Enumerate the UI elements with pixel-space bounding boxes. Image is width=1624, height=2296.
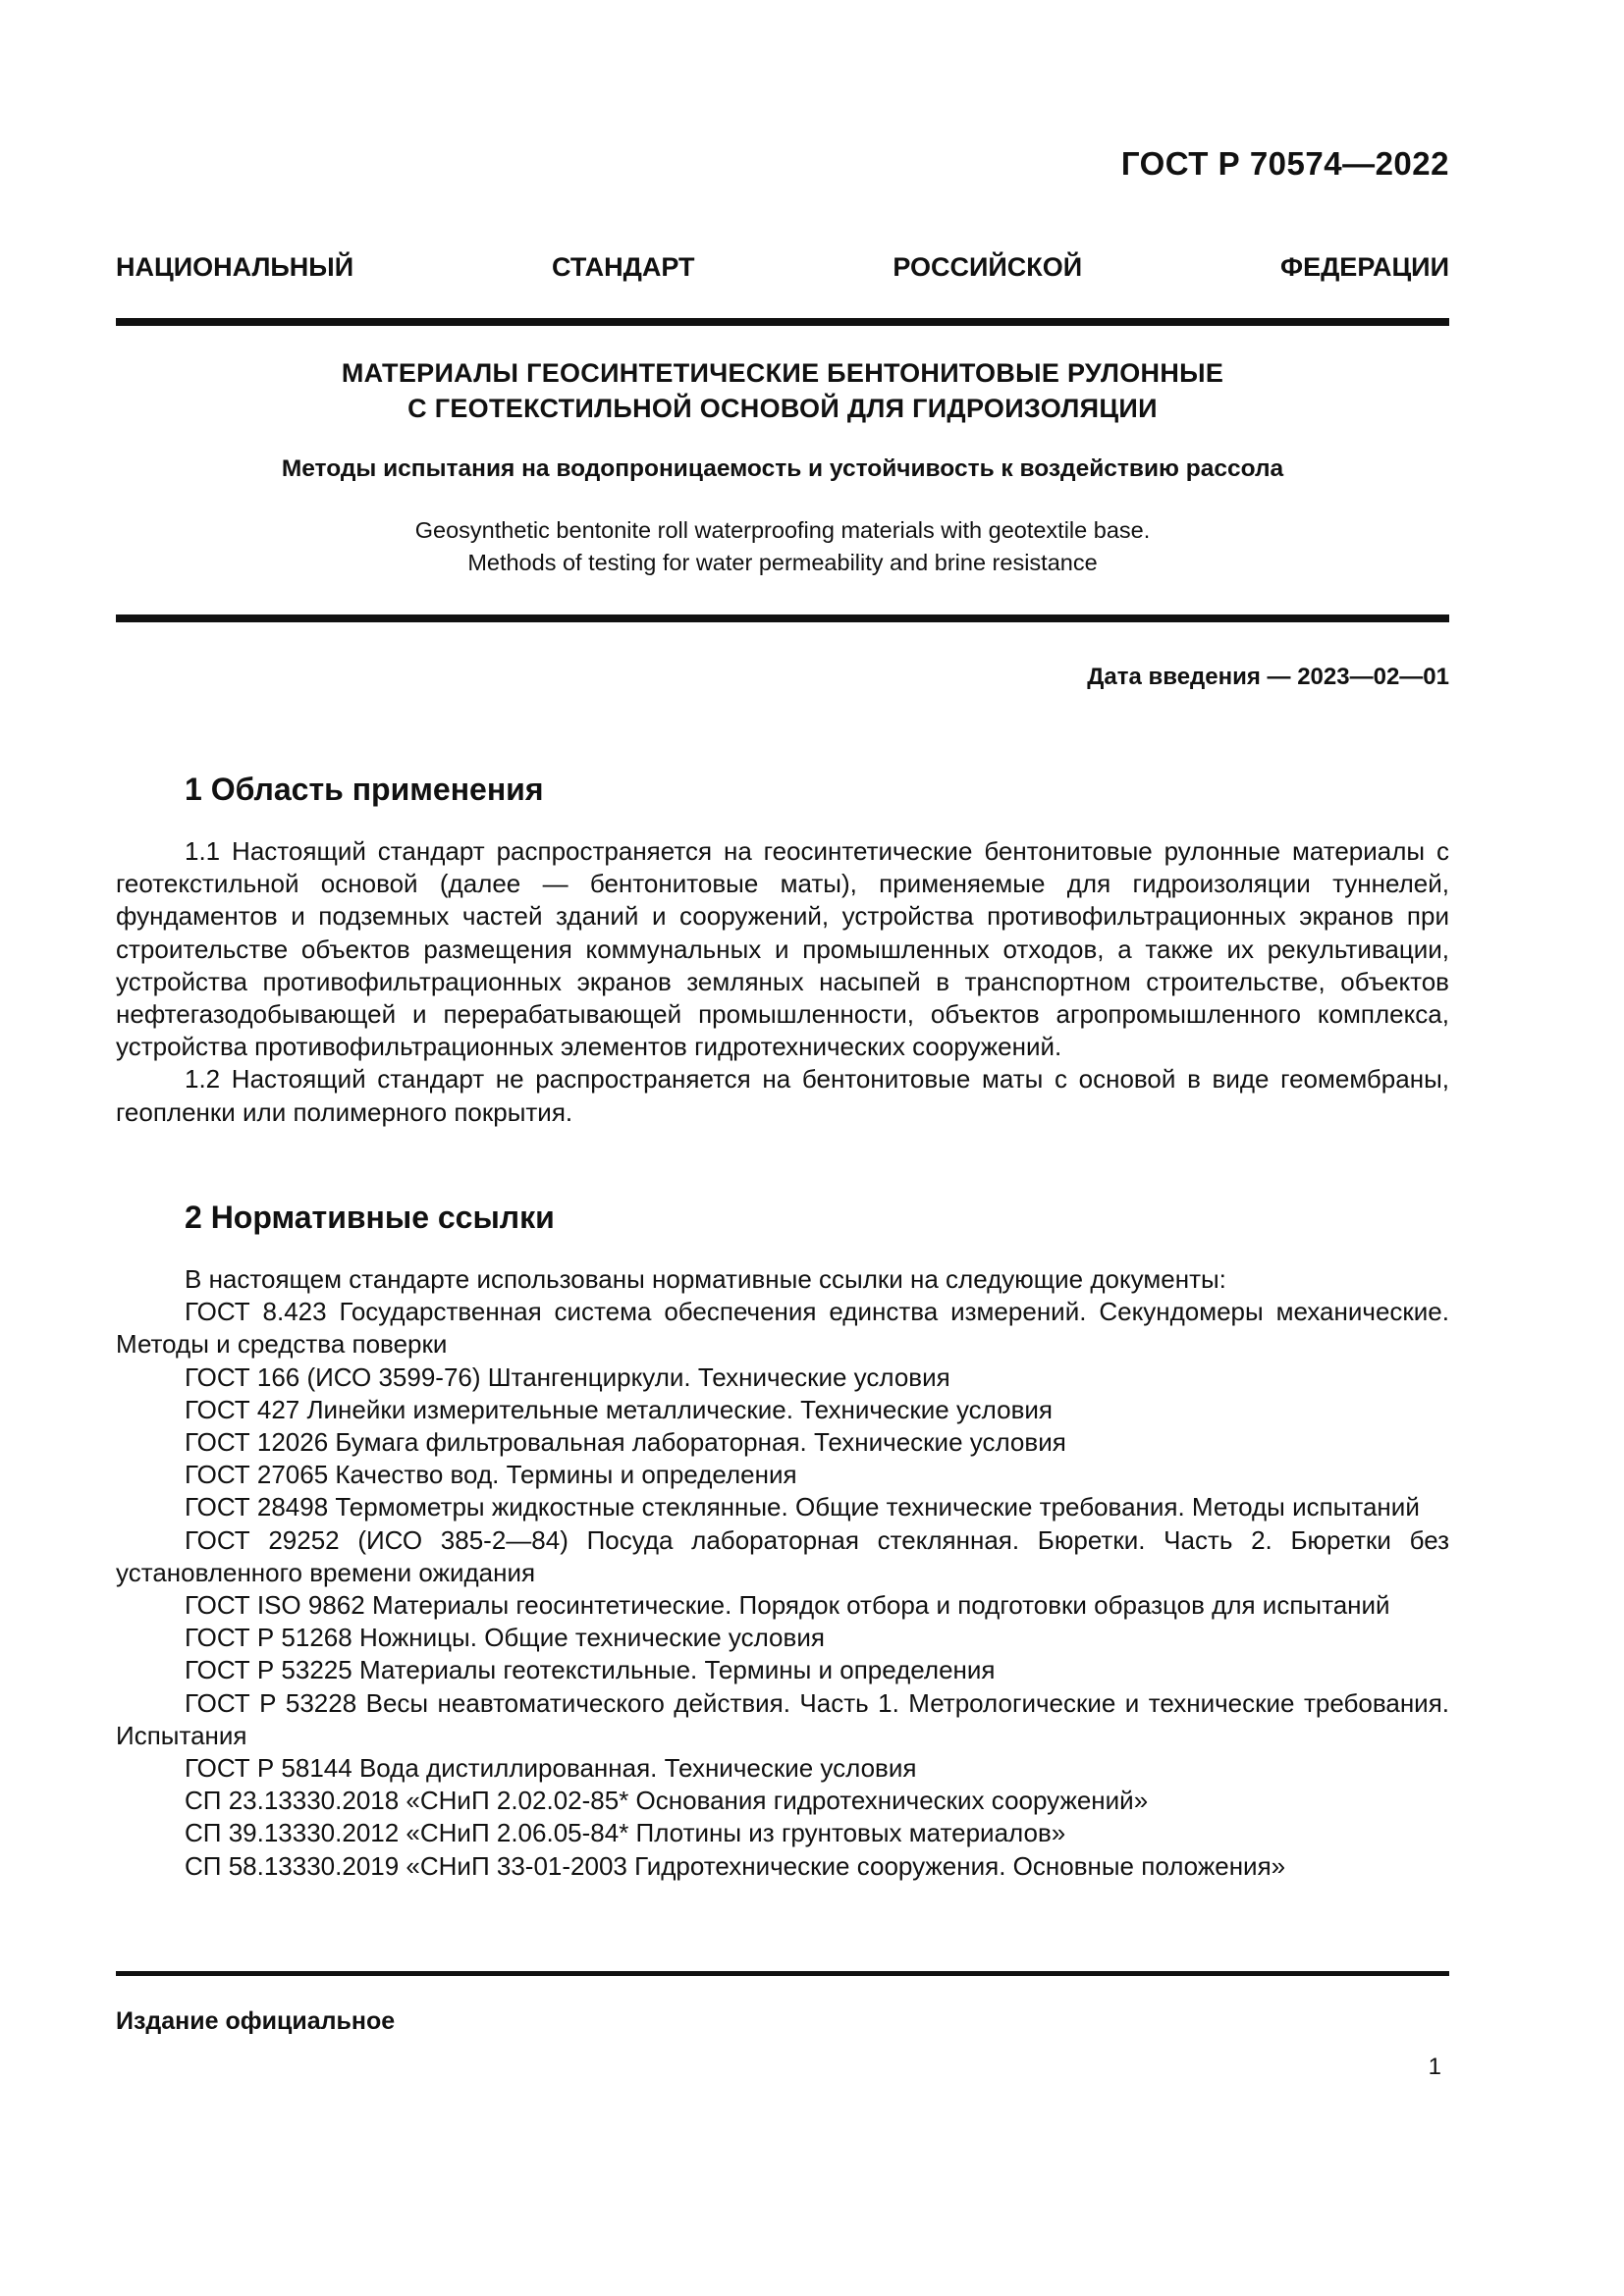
section-2-heading: 2 Нормативные ссылки bbox=[185, 1200, 555, 1235]
reference-item: СП 39.13330.2012 «СНиП 2.06.05-84* Плотины из грунтовых материалов» bbox=[185, 1818, 1066, 1848]
section-2-body bbox=[116, 1263, 1449, 1883]
subtitle-ru: Методы испытания на водопроницаемость и устойчивость к воздействию рассола bbox=[281, 455, 1284, 482]
national-standard-banner: НАЦИОНАЛЬНЫЙ СТАНДАРТ РОССИЙСКОЙ ФЕДЕРАЦИИ bbox=[116, 252, 1449, 282]
reference-item: ГОСТ ISO 9862 Материалы геосинтетические. Порядок отбора и подготовки образцов для испытаний bbox=[185, 1590, 1390, 1621]
reference-item: ГОСТ 427 Линейки измерительные металлические. Технические условия bbox=[185, 1394, 1053, 1424]
section-1-heading: 1 Область применения bbox=[185, 772, 544, 807]
reference-item: СП 58.13330.2019 «СНиП 33-01-2003 Гидротехнические сооружения. Основные положения» bbox=[185, 1850, 1286, 1881]
reference-item: ГОСТ Р 53228 Весы неавтоматического действия. Часть 1. Метрологические и технические требования. Испытания bbox=[116, 1687, 1449, 1750]
paragraph-1-1: 1.1 Настоящий стандарт распространяется на геосинтетические бентонитовые рулонные материалы с геотекстильной основой (далее — бентонитовые маты), применяемые для гидроизоляции туннелей, фундаментов и подземных частей зданий и сооружений, устройства противофильтрационных экранов при строительстве объектов размещения коммунальных и промышленных отходов, а также их рекультивации, устройства противофильтрационных экранов земляных насыпей в транспортном строительстве, объектов нефтегазодобывающей и перерабатывающей промышленности, объектов агропромышленного комплекса, устройства противофильтрационных элементов гидротехнических сооружений. bbox=[116, 836, 1449, 1062]
footer-rule bbox=[116, 1971, 1449, 1976]
reference-item: ГОСТ Р 51268 Ножницы. Общие технические условия bbox=[185, 1623, 825, 1653]
introduction-date: Дата введения — 2023—02—01 bbox=[1087, 664, 1449, 690]
official-edition-label: Издание официальное bbox=[116, 2007, 396, 2035]
title-rule bbox=[116, 614, 1449, 622]
header-rule bbox=[116, 318, 1449, 326]
references-intro: В настоящем стандарте использованы нормативные ссылки на следующие документы: bbox=[185, 1264, 1226, 1294]
reference-item: ГОСТ 28498 Термометры жидкостные стеклянные. Общие технические требования. Методы испытаний bbox=[185, 1492, 1420, 1522]
title-en-line2: Methods of testing for water permeability and brine resistance bbox=[467, 550, 1098, 575]
title-ru-line2: С ГЕОТЕКСТИЛЬНОЙ ОСНОВОЙ ДЛЯ ГИДРОИЗОЛЯЦИИ bbox=[407, 394, 1158, 423]
title-en-line1: Geosynthetic bentonite roll waterproofing materials with geotextile base. bbox=[414, 517, 1151, 543]
page-number: 1 bbox=[1428, 2054, 1441, 2080]
reference-item: ГОСТ 166 (ИСО 3599-76) Штангенциркули. Технические условия bbox=[185, 1362, 950, 1392]
reference-item: ГОСТ Р 58144 Вода дистиллированная. Технические условия bbox=[185, 1753, 917, 1784]
reference-item: ГОСТ Р 53225 Материалы геотекстильные. Термины и определения bbox=[185, 1655, 996, 1685]
standard-code: ГОСТ Р 70574—2022 bbox=[1120, 145, 1449, 182]
paragraph-1-2: 1.2 Настоящий стандарт не распространяется на бентонитовые маты с основой в виде геомембраны, геопленки или полимерного покрытия. bbox=[116, 1064, 1449, 1127]
reference-item: ГОСТ 12026 Бумага фильтровальная лабораторная. Технические условия bbox=[185, 1427, 1066, 1458]
reference-item: ГОСТ 29252 (ИСО 385-2—84) Посуда лабораторная стеклянная. Бюретки. Часть 2. Бюретки без установленного времени ожидания bbox=[116, 1524, 1449, 1587]
reference-item: ГОСТ 27065 Качество вод. Термины и определения bbox=[185, 1460, 797, 1490]
title-ru-line1: МАТЕРИАЛЫ ГЕОСИНТЕТИЧЕСКИЕ БЕНТОНИТОВЫЕ РУЛОННЫЕ bbox=[341, 358, 1224, 388]
section-1-body bbox=[116, 835, 1449, 1129]
reference-item: СП 23.13330.2018 «СНиП 2.02.02-85* Основания гидротехнических сооружений» bbox=[185, 1786, 1149, 1816]
reference-item: ГОСТ 8.423 Государственная система обеспечения единства измерений. Секундомеры механические. Методы и средства поверки bbox=[116, 1297, 1449, 1360]
